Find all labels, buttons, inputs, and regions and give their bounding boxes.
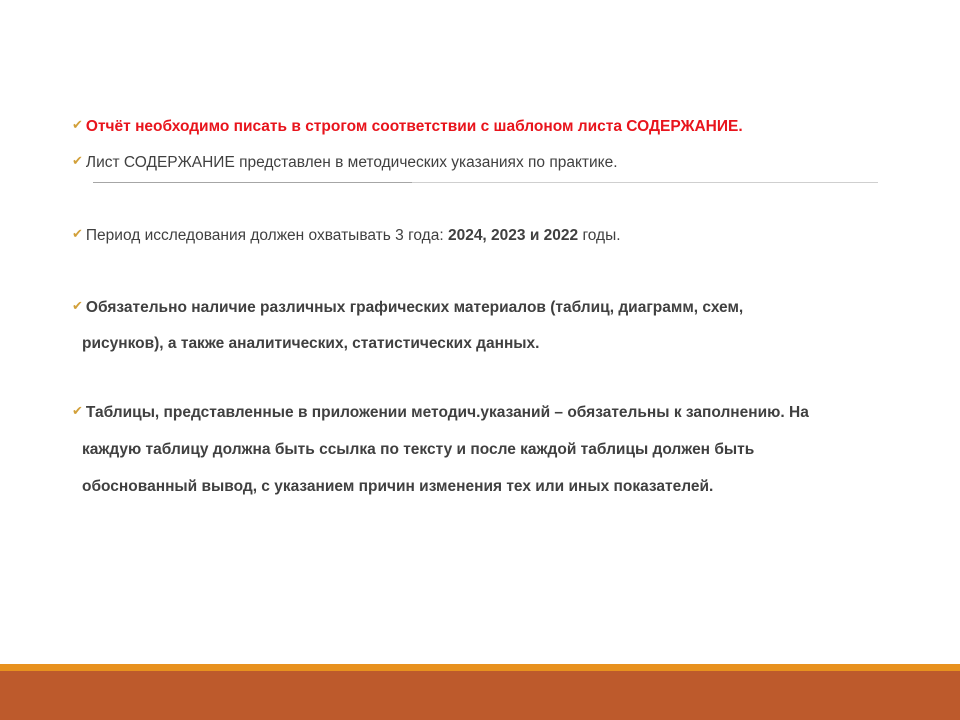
checkmark-icon: ✔ — [72, 226, 83, 241]
divider-line — [93, 182, 412, 183]
bullet-3-suffix: годы. — [578, 227, 621, 244]
checkmark-icon: ✔ — [72, 403, 83, 418]
footer-accent-stripe — [0, 664, 960, 671]
footer-band — [0, 671, 960, 720]
bullet-1-text: Отчёт необходимо писать в строгом соответствии с шаблоном листа СОДЕРЖАНИЕ. — [85, 118, 743, 135]
bullet-2-text: Лист СОДЕРЖАНИЕ представлен в методических указаниях по практике. — [85, 154, 618, 171]
bullet-2 — [72, 153, 618, 173]
checkmark-icon: ✔ — [72, 117, 83, 132]
bullet-5-line-2: каждую таблицу должна быть ссылка по тексту и после каждой таблицы должен быть — [82, 441, 755, 458]
bullet-5-line-1: Таблицы, представленные в приложении методич.указаний – обязательны к заполнению. На — [85, 404, 809, 421]
bullet-5-line-3: обоснованный вывод, с указанием причин изменения тех или иных показателей. — [82, 478, 714, 495]
checkmark-icon: ✔ — [72, 298, 83, 313]
bullet-5 — [72, 403, 809, 423]
bullet-4-line-1: Обязательно наличие различных графических материалов (таблиц, диаграмм, схем, — [85, 299, 744, 316]
bullet-4 — [72, 298, 743, 318]
bullet-3 — [72, 226, 621, 246]
checkmark-icon: ✔ — [72, 153, 83, 168]
bullet-1 — [72, 117, 743, 137]
bullet-3-years: 2024, 2023 и 2022 — [447, 227, 579, 244]
bullet-3-prefix: Период исследования должен охватывать 3 года: — [85, 227, 448, 244]
divider-line-2 — [412, 182, 878, 183]
bullet-4-line-2: рисунков), а также аналитических, статистических данных. — [82, 335, 540, 352]
